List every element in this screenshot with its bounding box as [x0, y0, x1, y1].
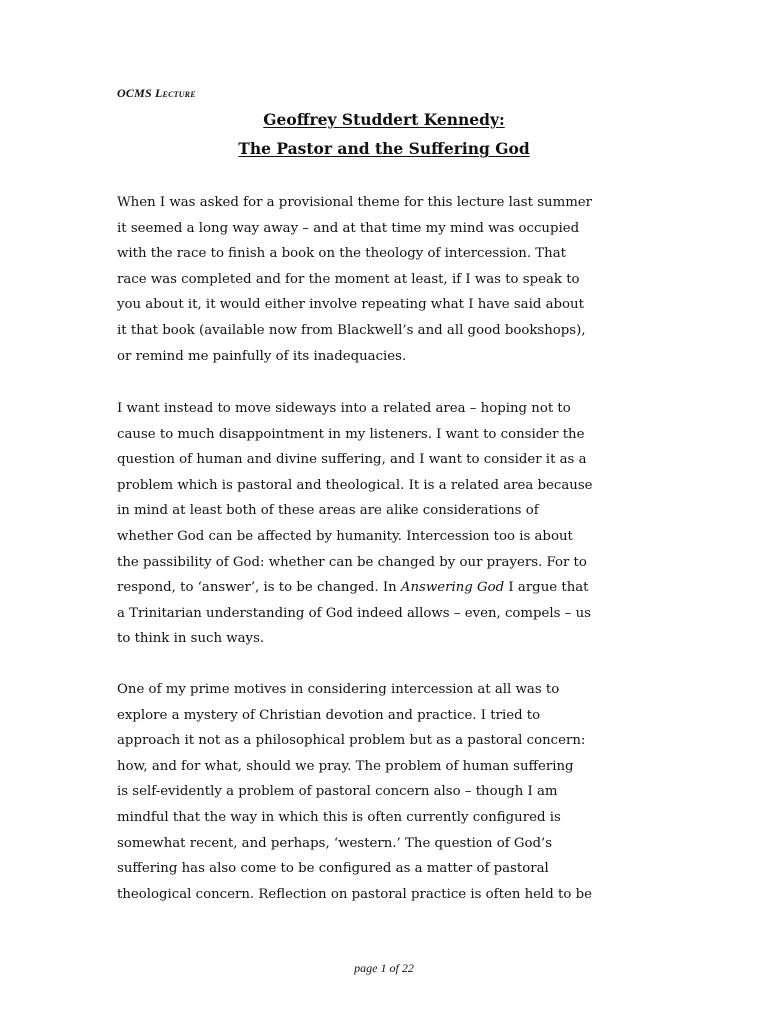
page-number: page 1 of 22 [354, 961, 414, 975]
text-line: suffering has also come to be configured as a matter of pastoral [117, 861, 549, 877]
header-prefix: OCMS [117, 86, 156, 100]
header-smallcaps: Lecture [155, 86, 196, 100]
text-line: somewhat recent, and perhaps, ‘western.’ The question of God’s [117, 835, 553, 851]
text-line: cause to much disappointment in my listeners. I want to consider the [117, 426, 585, 442]
text-line-with-italic [117, 575, 662, 601]
text-line: mindful that the way in which this is often currently configured is [117, 809, 561, 825]
book-title-italic: Answering God [400, 580, 505, 596]
text-line: it that book (available now from Blackwell’s and all good bookshops), [117, 322, 586, 338]
text-line: you about it, it would either involve repeating what I have said about [117, 297, 584, 313]
text-line: in mind at least both of these areas are alike considerations of [117, 503, 539, 519]
text-line: a Trinitarian understanding of God indeed allows – even, compels – us [117, 605, 591, 621]
text-segment: I argue that [504, 580, 589, 596]
text-line: it seemed a long way away – and at that time my mind was occupied [117, 220, 580, 236]
text-line: One of my prime motives in considering intercession at all was to [117, 682, 560, 697]
body-paragraph-1 [117, 190, 662, 369]
text-line: approach it not as a philosophical problem but as a pastoral concern: [117, 733, 586, 749]
text-line: how, and for what, should we pray. The problem of human suffering [117, 758, 574, 774]
text-segment: respond, to ‘answer’, is to be changed. In [117, 580, 401, 596]
text-line: When I was asked for a provisional theme for this lecture last summer [117, 195, 593, 210]
text-line: problem which is pastoral and theological. It is a related area because [117, 477, 593, 493]
title-line-2: The Pastor and the Suffering God [238, 139, 530, 158]
text-line: theological concern. Reflection on pastoral practice is often held to be [117, 886, 592, 902]
text-line: is self-evidently a problem of pastoral concern also – though I am [117, 784, 558, 800]
text-line: whether God can be affected by humanity. Intercession too is about [117, 528, 573, 544]
title-line-1: Geoffrey Studdert Kennedy: [263, 110, 505, 129]
body-paragraph-3 [117, 677, 662, 907]
text-line: or remind me painfully of its inadequacies. [117, 348, 407, 364]
text-line: I want instead to move sideways into a related area – hoping not to [117, 401, 571, 416]
text-line: with the race to finish a book on the theology of intercession. That [117, 246, 567, 262]
body-paragraph-2 [117, 396, 662, 652]
lecture-header [117, 86, 196, 101]
text-line: explore a mystery of Christian devotion and practice. I tried to [117, 707, 541, 723]
text-line: the passibility of God: whether can be changed by our prayers. For to [117, 554, 587, 570]
text-line: race was completed and for the moment at least, if I was to speak to [117, 271, 580, 287]
text-line: to think in such ways. [117, 631, 265, 647]
text-line: question of human and divine suffering, and I want to consider it as a [117, 452, 587, 468]
